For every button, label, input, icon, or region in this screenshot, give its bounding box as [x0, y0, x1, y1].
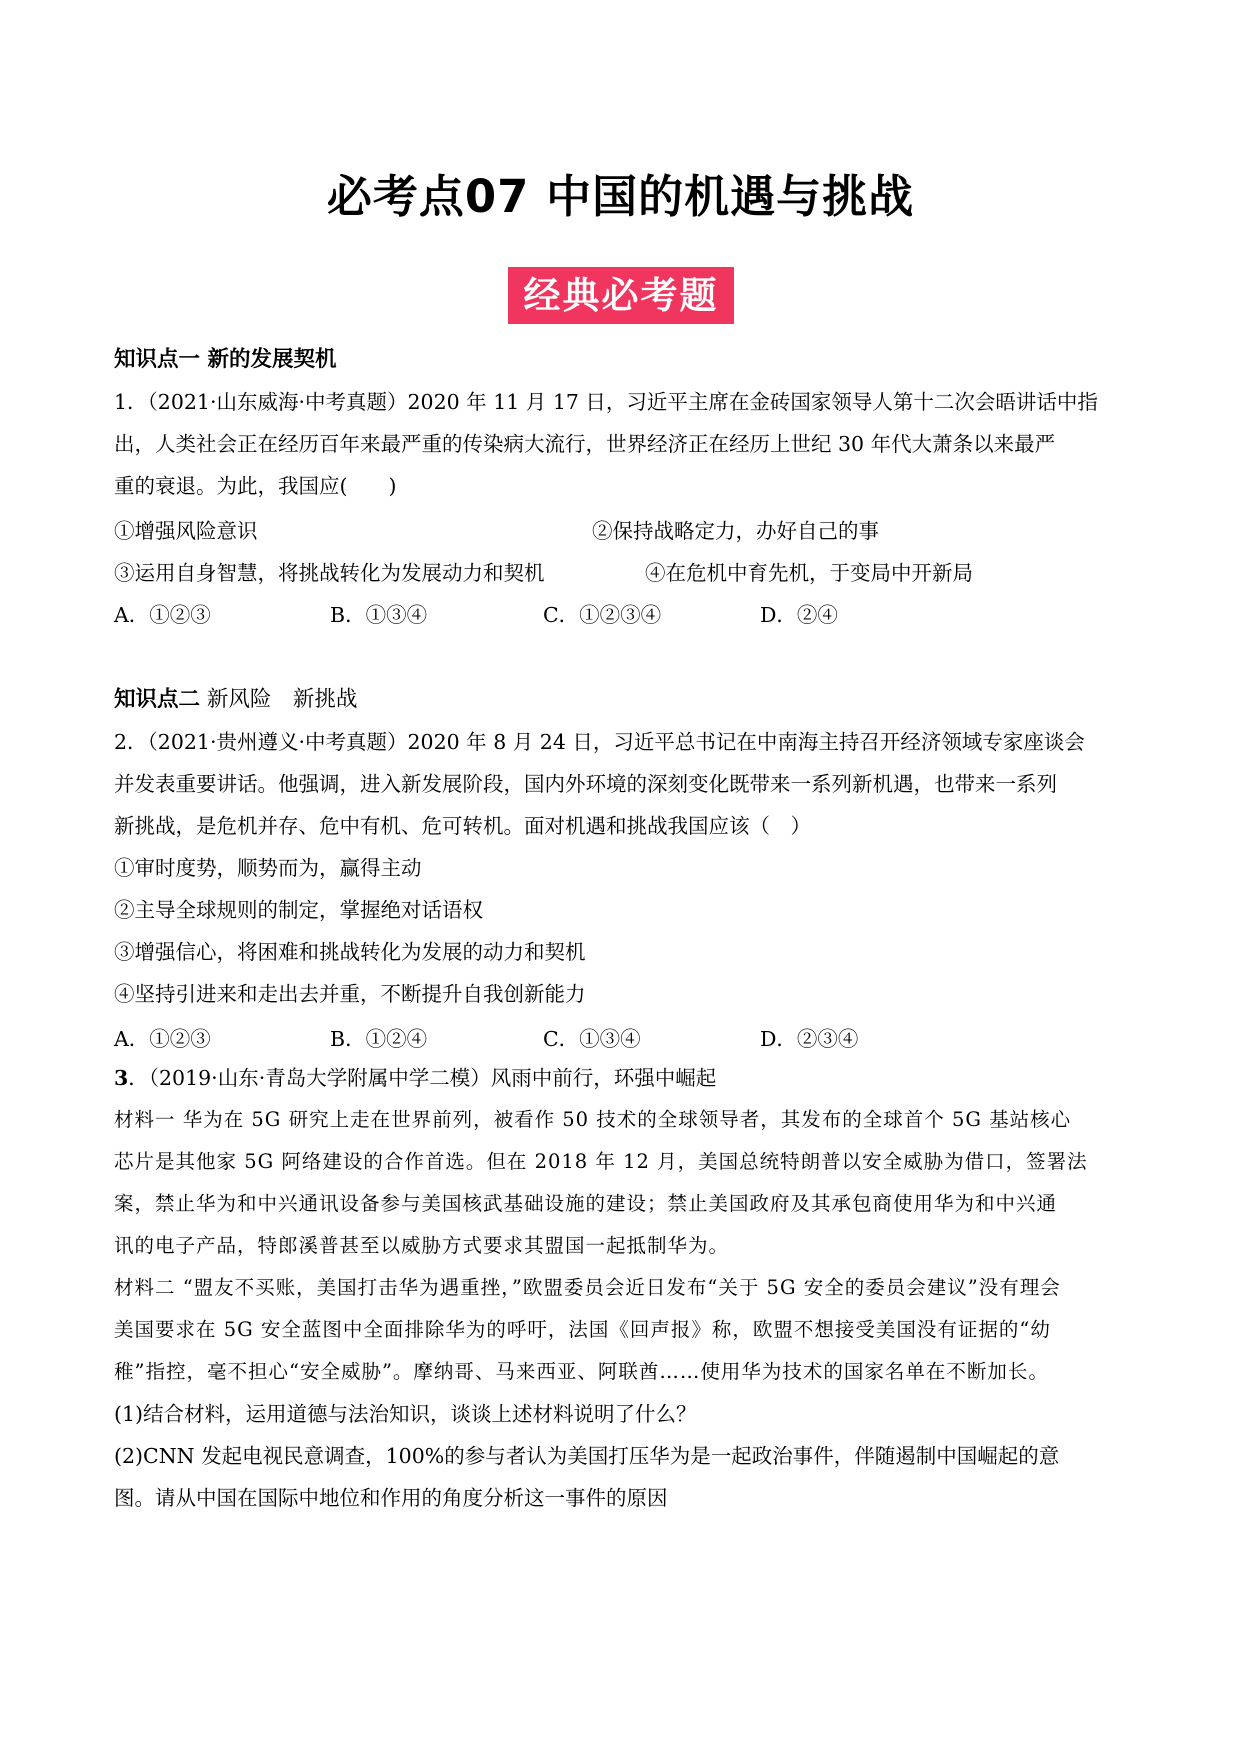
- section-heading-1: 知识点一 新的发展契机: [114, 347, 337, 372]
- q3-number: 3: [114, 1066, 129, 1090]
- q1-line-2: 出，人类社会正在经历百年来最严重的传染病大流行，世界经济正在经历上世纪 30 年代大萧条以来最严: [114, 432, 1056, 456]
- q3-intro: [114, 1064, 716, 1092]
- q3-material-line-7: 稚”指控，毫不担心“安全威胁”。摩纳哥、马来西亚、阿联酋……使用华为技术的国家名单在不断加长。: [114, 1360, 1049, 1383]
- q3-question-2-line-1: (2)CNN 发起电视民意调查，100%的参与者认为美国打压华为是一起政治事件，伴随遏制中国崛起的意: [114, 1444, 1060, 1468]
- q1-item-1: ①增强风险意识: [114, 519, 258, 543]
- section-heading-2-title: 新风险 新挑战: [200, 687, 358, 712]
- q1-option-a: A．①②③: [114, 603, 211, 627]
- q1-item-2: ②保持战略定力，办好自己的事: [592, 519, 879, 543]
- q2-option-b: B．①②④: [330, 1027, 428, 1051]
- q2-option-a: A．①②③: [114, 1027, 211, 1051]
- q3-question-2-line-2: 图。请从中国在国际中地位和作用的角度分析这一事件的原因: [114, 1486, 668, 1510]
- q3-material-line-3: 案，禁止华为和中兴通讯设备参与美国核武基础设施的建设；禁止美国政府及其承包商使用华为和中兴通: [114, 1192, 1058, 1215]
- section-heading-2: [114, 682, 357, 713]
- q1-line-3: 重的衰退。为此，我国应( ): [114, 474, 397, 498]
- q2-item-4: ④坚持引进来和走出去并重，不断提升自我创新能力: [114, 982, 586, 1006]
- q1-line-1: 1．（2021·山东威海·中考真题）2020 年 11 月 17 日，习近平主席在金砖国家领导人第十二次会晤讲话中指: [114, 390, 1098, 414]
- q2-option-d: D．②③④: [760, 1027, 859, 1051]
- q3-material-line-1: 材料一 华为在 5G 研究上走在世界前列，被看作 50 技术的全球领导者，其发布的全球首个 5G 基站核心: [114, 1108, 1072, 1131]
- section-heading-2-label: 知识点二: [114, 687, 201, 712]
- q1-option-c: C．①②③④: [543, 603, 662, 627]
- q2-item-1: ①审时度势，顺势而为，赢得主动: [114, 856, 422, 880]
- q3-material-line-2: 芯片是其他家 5G 阿络建设的合作首选。但在 2018 年 12 月，美国总统特朗普以安全威胁为借口，签署法: [114, 1150, 1088, 1173]
- section-badge: 经典必考题: [508, 267, 734, 324]
- q3-intro-text: ．（2019·山东·青岛大学附属中学二模）风雨中前行，环强中崛起: [128, 1066, 717, 1090]
- q2-line-3: 新挑战，是危机并存、危中有机、危可转机。面对机遇和挑战我国应该（ ）: [114, 814, 811, 838]
- q2-line-1: 2．（2021·贵州遵义·中考真题）2020 年 8 月 24 日，习近平总书记在中南海主持召开经济领域专家座谈会: [114, 730, 1085, 754]
- q1-item-4: ④在危机中育先机，于变局中开新局: [645, 561, 973, 585]
- q3-question-1: (1)结合材料，运用道德与法治知识，谈谈上述材料说明了什么？: [114, 1402, 697, 1426]
- q2-line-2: 并发表重要讲话。他强调，进入新发展阶段，国内外环境的深刻变化既带来一系列新机遇，也带来一系列: [114, 772, 1057, 796]
- q3-material-line-5: 材料二 “盟友不买账，美国打击华为遇重挫，”欧盟委员会近日发布“关于 5G 安全的委员会建议”没有理会: [114, 1276, 1061, 1299]
- q2-item-3: ③增强信心，将困难和挑战转化为发展的动力和契机: [114, 940, 586, 964]
- q2-option-c: C．①③④: [543, 1027, 641, 1051]
- q1-option-b: B．①③④: [330, 603, 428, 627]
- q2-item-2: ②主导全球规则的制定，掌握绝对话语权: [114, 898, 483, 922]
- q1-option-d: D．②④: [760, 603, 838, 627]
- q3-material-line-4: 讯的电子产品，特郎溪普甚至以威胁方式要求其盟国一起抵制华为。: [114, 1234, 730, 1257]
- page-title: 必考点07 中国的机遇与挑战: [326, 170, 915, 223]
- q3-material-line-6: 美国要求在 5G 安全蓝图中全面排除华为的呼吁，法国《回声报》称，欧盟不想接受美国没有证据的“幼: [114, 1318, 1051, 1341]
- q1-item-3: ③运用自身智慧，将挑战转化为发展动力和契机: [114, 561, 545, 585]
